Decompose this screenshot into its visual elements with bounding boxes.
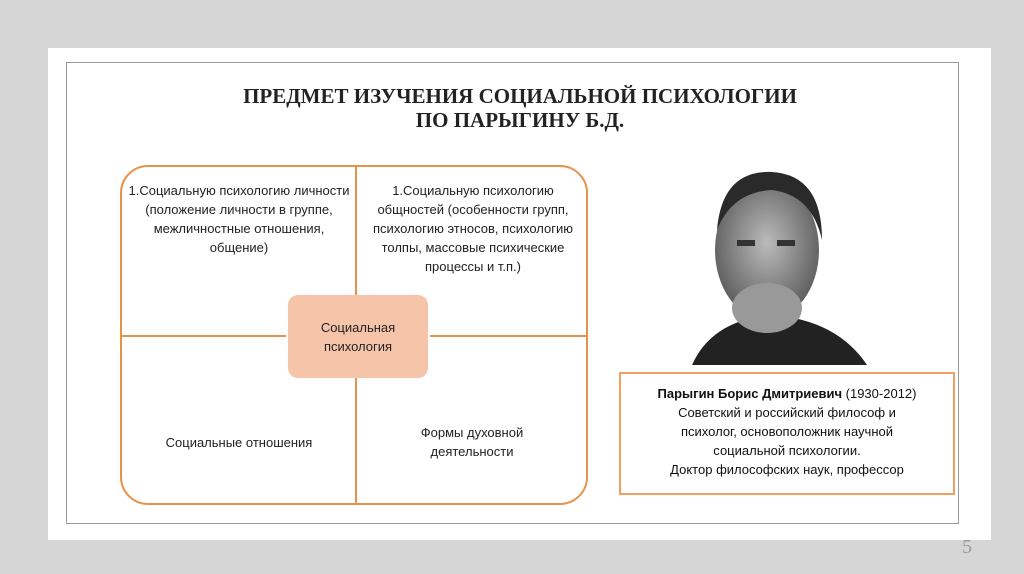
title-line-2: ПО ПАРЫГИНУ Б.Д. [415, 108, 625, 132]
bio-box [619, 372, 955, 495]
center-label: Социальная психология [320, 319, 396, 354]
page-number: 5 [962, 536, 972, 558]
portrait-photo [672, 150, 872, 365]
cell-top-left: 1.Социальную психологию личности (положение личности в группе, межличностные отношения, общение) [128, 183, 350, 255]
bio-line-4: Доктор философских наук, профессор [670, 462, 904, 477]
bio-line-3: социальной психологии. [713, 443, 861, 458]
diagram [120, 165, 588, 505]
cell-bottom-left: Социальные отношения [165, 435, 313, 450]
bio-years: (1930-2012) [845, 386, 917, 401]
divider-horizontal-right [430, 335, 588, 337]
cell-bottom-right: Формы духовной деятельности [420, 425, 524, 459]
bio-name: Парыгин Борис Дмитриевич [657, 386, 843, 401]
bio-line-2: психолог, основоположник научной [680, 424, 893, 439]
cell-top-right: 1.Социальную психологию общностей (особенности групп, психологию этносов, психологию толпы, массовые психические процессы и т.п.) [373, 183, 573, 274]
title-line-1: ПРЕДМЕТ ИЗУЧЕНИЯ СОЦИАЛЬНОЙ ПСИХОЛОГИИ [243, 84, 797, 108]
divider-horizontal-left [122, 335, 286, 337]
center-node [288, 295, 428, 378]
bio-line-1: Советский и российский философ и [678, 405, 896, 420]
slide-title [120, 84, 920, 132]
